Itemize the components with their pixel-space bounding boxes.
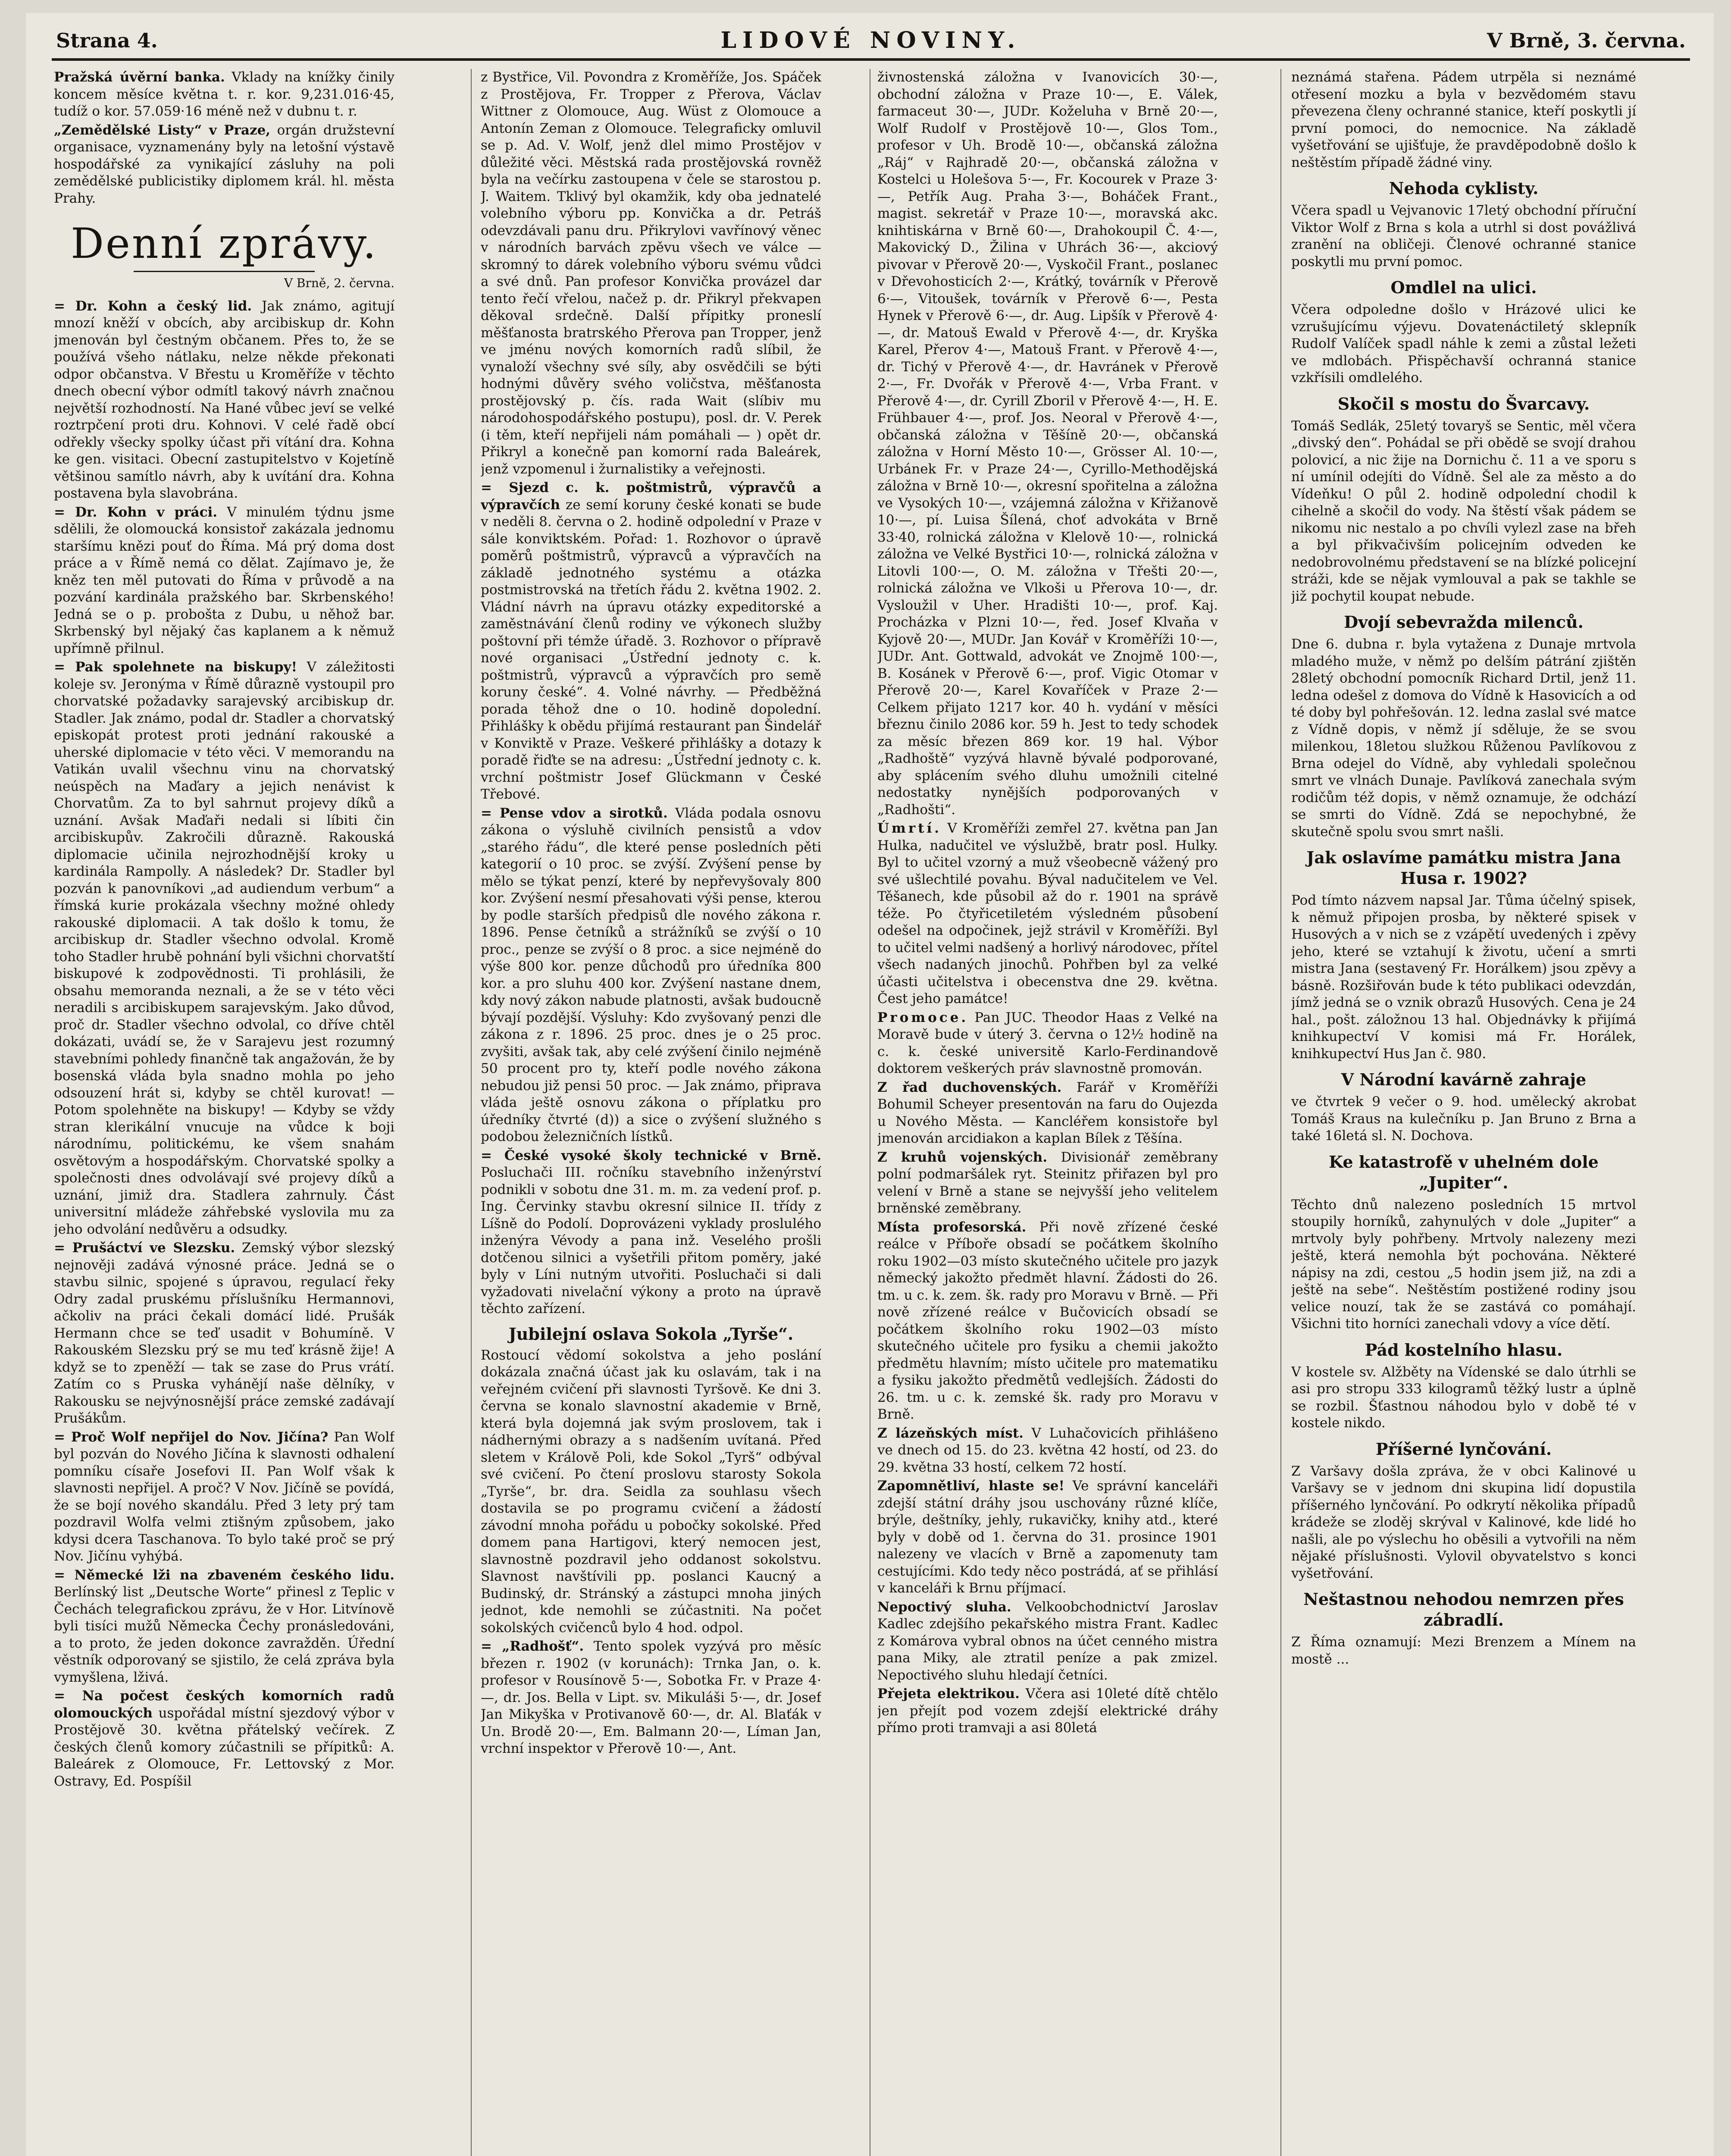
article: Z řad duchovenských. Farář v Kroměříži Bohumil Scheyer presentován na faru do Oujezda u Nového Města. — Kancléřem konsistoře byl jmenován arcidiakon a kaplan Bílek z Těšína. [877,1079,1218,1146]
masthead [52,24,1690,61]
article-heading: Jak oslavíme památku mistra Jana Husa r. 1902? [1306,848,1621,888]
section-title: Denní zprávy. [70,219,378,268]
article: = Pense vdov a sirotků. Vláda podala osnovu zákona o výsluhě civilních pensistů a vdov „starého řádu“, dle které pense posledních pěti kategorií o 10 proc. se zvýší. Zvýšení pense by mělo se týkat penzí, které by nepřevyšovaly 800 kor. Zvýšení nesmí přesahovati výši pense, kterou by podle starších předpisů dle nového zákona r. 1896. Pense četníků a strážníků se zvýší o 10 proc., penze se zvýší o 8 proc. a sice nejméně do výše 800 kor. penze důchodů pro úředníka 800 kor. a pro sluhu 400 kor. Zvýšení nastane dnem, kdy nový zákon nabude platnosti, avšak budoucně bývají pozdější. Výsluhy: Kdo zvyšovaný penzi dle zákona z r. 1896. 25 proc. dnes je o 25 proc. zvyšiti, avšak tak, aby celé zvýšení činilo nejméně 50 procent pro ty, kteří podle nového zákona nebudou již pensi 50 proc. — Jak známo, připrava vláda ještě osnovu zákona o příplatku pro úředníky čtvrté (d)) a sice o zvýšení služného s podobou železničních lístků. [481,805,821,1144]
article: = České vysoké školy technické v Brně. Posluchači III. ročníku stavebního inženýrství podnikli v sobotu dne 31. m. m. za vedení prof. p. Ing. Červinky stavbu okresní silnice II. třídy z Líšně do Podolí. Doprovázeni vyklady proslulého inženýra Vévody a pana inž. Veselého prošli dotčenou silnici a vyšetřili přitom poměry, jaké byly v Líni nutným utvořiti. Posluchači si dali vyžadovati nivelační výkony a proto na úpravě těchto zařízení. [481,1147,821,1316]
article: = Proč Wolf nepřijel do Nov. Jičína? Pan Wolf byl pozván do Nového Jičína k slavnosti odhalení pomníku císaře Josefovi II. Pan Wolf však k slavnosti nepřijel. A proč? V Nov. Jičíně se povídá, že se bojí nového skandálu. Před 3 lety prý tam pozdravil Wolfa velmi ztišným způsobem, jako kdysi dcera Taschanova. To bylo také proč se prý Nov. Jičínu vyhýbá. [54,1429,394,1564]
article: Úmrtí. V Kroměříži zemřel 27. května pan Jan Hulka, nadučitel ve výslužbě, bratr posl. Hulky. Byl to učitel vzorný a muž všeobecně vážený pro své ušlechtilé povahu. Býval nadučitelem ve Vel. Těšanech, kde působil až do r. 1901 na správě téže. Po čtyřicetiletém výsledném působení odešel na odpočinek, jejž strávil v Kroměříži. Byl to učitel velmi nadšený a horlivý národovec, přítel všech nadaných jinochů. Pohřben byl za velké účasti učitelstva i obecenstva dne 29. května. Čest jeho památce! [877,821,1218,1006]
newspaper-title: LIDOVÉ NOVINY. [720,27,1021,53]
column-2 [481,69,821,1759]
article: Z Říma oznamují: Mezi Brenzem a Mínem na mostě ... [1291,1634,1636,1667]
article: Z Varšavy došla zpráva, že v obci Kalinové u Varšavy se v jednom dni skupina lidí dopustila příšerného lynčování. Po odkrytí několika případů krádeže se zloděj skrýval v Kalinové, kde lidé ho našli, ale po výslechu ho oběsili a vytvořili na něm nějaké příslušnosti. Vylovil obyvatelstvo s konci vyšetřování. [1291,1463,1636,1581]
article-heading: Příšerné lynčování. [1375,1439,1552,1459]
issue-date: V Brně, 3. června. [1487,29,1686,52]
article: Zapomnětliví, hlaste se! Ve správní kanceláři zdejší státní dráhy jsou uschovány různé klíče, brýle, deštníky, jehly, rukavičky, knihy atd., které byly v době od 1. června do 31. prosince 1901 nalezeny ve vlacích v Brně a zapomenuty tam cestujícími. Kdo tedy něco postrádá, ať se přihlásí v kanceláři k Brnu příjmací. [877,1478,1218,1596]
article-heading: Jubilejní oslava Sokola „Tyrše“. [508,1324,794,1344]
article: = Na počest českých komorních radů olomouckých uspořádal místní sjezdový výbor v Prostějově 30. května přátelský večírek. Z českých členů komory zúčastnili se přípitků: A. Baleárek z Olomouce, Fr. Lettovský z Mor. Ostravy, Ed. Pospíšil [54,1688,394,1789]
article-heading: Skočil s mostu do Švarcavy. [1337,394,1590,414]
article-heading: Pád kostelního hlasu. [1365,1340,1563,1360]
section-rule [134,271,315,272]
page-number: Strana 4. [56,29,158,52]
column-3 [877,69,1218,1739]
article: Těchto dnů nalezeno posledních 15 mrtvol stoupily horníků, zahynulých v dole „Jupiter“ a mrtvoly byly pohřbeny. Mrtvoly nalezeny mezi ještě, která nemohla být pochována. Některé nápisy na zdi, cestou „5 hodin jsem již, na zdi a ještě na sebe“. Neštěstím postižené rodiny jsou velice nouzí, tak že se zastává co pomáhají. Všichni tito horníci zanechali vdovy a více dětí. [1291,1197,1636,1332]
column-rule [1280,69,1281,2156]
article: = „Radhošť“. Tento spolek vyzývá pro měsíc březen r. 1902 (v korunách): Trnka Jan, o. k. profesor v Rousínově 5·—, Sobotka Fr. v Praze 4·—, dr. Jos. Bella v Lipt. sv. Mikuláši 5·—, dr. Josef Jan Mikyška v Protivanově 60·—, dr. Al. Blaťák v Un. Brodě 20·—, Em. Balmann 20·—, Líman Jan, vrchní inspektor v Přerově 10·—, Ant. [481,1639,821,1756]
article: Včera odpoledne došlo v Hrázové ulici ke vzrušujícímu výjevu. Dovatenáctiletý sklepník Rudolf Valíček spadl náhle k zemi a zůstal ležeti ve mdlobách. Přispěchavší ochranná stanice vzkřísili omdlelého. [1291,302,1636,385]
article: neznámá stařena. Pádem utrpěla si neznámé otřesení mozku a byla v bezvědomém stavu převezena členy ochranné stanice, kteří poskytli jí první pomoci, do nemocnice. Na základě vyšetřování se ujišťuje, že pravděpodobně došlo k neštěstím případě žádné viny. [1291,69,1636,170]
article: Promoce. Pan JUC. Theodor Haas z Velké na Moravě bude v úterý 3. června o 12½ hodině na c. k. české universitě Karlo-Ferdinandově doktorem veškerých práv slavnostně promován. [877,1009,1218,1076]
article: Místa profesorská. Při nově zřízené české reálce v Příboře obsadí se počátkem školního roku 1902—03 místo skutečného učitele pro jazyk německý jakožto předmět hlavní. Žádosti do 26. tm. u c. k. zem. šk. rady pro Moravu v Brně. — Při nově zřízené reálce v Bučovicích obsadí se počátkem školního roku 1902—03 místo skutečného učitele pro fysiku a chemii jakožto předmětu hlavním; místo učitele pro matematiku a fysiku jakožto předmětů vedlejších. Žádosti do 26. tm. u c. k. zemské šk. rady pro Moravu v Brně. [877,1219,1218,1422]
article: „Zemědělské Listy“ v Praze, orgán družstevní organisace, vyznamenány byly na letošní výstavě hospodářské za vynikající zásluhy na poli zemědělské publicistiky diplomem král. hl. města Prahy. [54,122,394,206]
article: V kostele sv. Alžběty na Vídenské se dalo útrhli se asi pro stropu 333 kilogramů těžký lustr a úplně se rozbil. Šťastnou náhodou bylo v době té v kostele nikdo. [1291,1364,1636,1431]
article: = Sjezd c. k. poštmistrů, výpravčů a výpravčích ze semí koruny české konati se bude v neděli 8. června o 2. hodině odpolední v Praze v sále konviktském. Pořad: 1. Rozhovor o úpravě poměrů poštmistrů, výpravců a výpravčích na základě jednotného systému a otázka postmistrovská na třetích řádu 2. května 1902. 2. Vládní návrh na úpravu otázky expeditorské a zaměstnávání členů rodiny ve výkonech služby poštovní při témže úřadě. 3. Rozhovor o přípravě nové organisaci „Ústřední jednoty c. k. poštmistrů, výpravců a výpravčích pro semě koruny české“. 4. Volné návrhy. — Předběžná porada těhož dne o 10. hodině dopolední. Přihlášky k obědu přijímá restaurant pan Šindelář v Konviktě v Praze. Veškeré přihlášky a dotazy k poradě řiďte se na adresu: „Ústřední jednoty c. k. vrchní poštmistr Josef Glückmann v České Třebové. [481,480,821,802]
article: Pražská úvěrní banka. Vklady na knížky činily koncem měsíce května t. r. kor. 9,231.016·45, tudíž o kor. 57.059·16 méně než v dubnu t. r. [54,69,394,119]
newspaper-page [26,13,1714,2156]
article: = Pak spolehnete na biskupy! V záležitosti koleje sv. Jeronýma v Římě důrazně vystoupil pro chorvatské požadavky sarajevský arcibiskup dr. Stadler. Jak známo, podal dr. Stadler a chorvatský episkopát protest proti jednání rakouské a uherské diplomacie v této věci. V memorandu na Vatikán uvalil všechnu vinu na chorvatský neúspěch na Maďary a jejich nenávist k Chorvatům. Za to byl sahrnut projevy díků a uznání. Avšak Maďaři nedali si líbiti čin arcibiskupův. Zakročili důrazně. Rakouská diplomacie učinila nejrozhodnější kroky u kardinála Rampolly. A následek? Dr. Stadler byl pozván k panovníkovi „ad audiendum verbum“ a římská kurie prokázala všechny možné ohledy rakouské diplomacii. A tak došlo k tomu, že arcibiskup dr. Stadler všechno odvolal. Kromě toho Stadler hrubě pohnání byli všichni chorvatští biskupové k zodpovědnosti. Ti prohlásili, že obsahu memoranda neznali, a že se v této věci neradili s arcibiskupem sarajevským. Jako důvod, proč dr. Stadler všechno odvolal, co dříve chtěl dokázati, uvádí se, že v Sarajevu jest rozumný stavebními pohledy finančně tak angažován, že by bosenská vláda byla snadno mohla po jeho odsouzení hrát si, kdyby se chtěl kurovat! — Potom spolehněte na biskupy! — Kdyby se vždy stran klerikální vnucuje na vůdce k boji národnímu, politickému, ke všem snahám osvětovým a hospodářským. Chorvatské spolky a společnosti dnes odvolávají své projevy díků a uznání, jimiž dra. Stadlera zahrnuly. Část universitní mládeže záhřebské vyslovila mu za jeho odvolání nedůvěru a odsudky. [54,659,394,1237]
article: živnostenská záložna v Ivanovicích 30·—, obchodní záložna v Praze 10·—, E. Válek, farmaceut 30·—, JUDr. Koželuha v Brně 20·—, Wolf Rudolf v Prostějově 10·—, Glos Tom., profesor v Uh. Brodě 10·—, občanská záložna „Ráj“ v Rajhradě 20·—, občanská záložna v Kostelci u Holešova 5·—, Fr. Kocourek v Praze 3·—, Petřík Aug. Praha 3·—, Boháček Frant., magist. sekretář v Praze 10·—, moravská akc. knihtiskárna v Brně 60·—, Drahokoupil Č. 4·—, Makovický D., Žilina v Uhrách 36·—, akciový pivovar v Přerově 20·—, Vyskočil Frant., poslanec v Dřevohosticích 2·—, Krátký, továrník v Přerově 6·—, Vitoušek, továrník v Přerově 6·—, Pesta Hynek v Přerově 6·—, dr. Aug. Lipšík v Přerově 4·—, dr. Matouš Ewald v Přerově 4·—, dr. Kryška Karel, Přerov 4·—, Matouš Frant. v Přerově 4·—, dr. Tichý v Přerově 4·—, dr. Havránek v Přerově 2·—, Fr. Dvořák v Přerově 4·—, Vrba Frant. v Přerově 4·—, dr. Cyrill Zboril v Přerově 4·—, H. E. Frühbauer 4·—, prof. Jos. Neoral v Přerově 4·—, občanská záložna v Těšíně 20·—, občanská záložna v Horní Město 10·—, Grösser Al. 10·—, Urbánek Fr. v Praze 24·—, Cyrillo-Methodějská záložna v Brně 10·—, okresní spořitelna a záložna ve Vysokých 10·—, vzájemná záložna v Křižanově 10·—, pí. Luisa Šílená, choť advokáta v Brně 33·40, rolnická záložna v Klelově 10·—, rolnická záložna ve Velké Bystřici 10·—, rolnická záložna v Litovli 100·—, O. M. záložna v Třešti 20·—, rolnická záložna ve Vlkoši u Přerova 10·—, dr. Vysloužil v Uher. Hradišti 10·—, prof. Kaj. Procházka v Plzni 10·—, řed. Josef Klvaňa v Kyjově 20·—, MUDr. Jan Kovář v Kroměříži 10·—, JUDr. Ant. Gottwald, advokát ve Znojmě 100·—, B. Kosánek v Přerově 6·—, prof. Vigic Otomar v Přerově 20·—, Karel Kovaříček v Praze 2·— Celkem přijato 1217 kor. 40 h. vydání v měsíci březnu činilo 2086 kor. 59 h. Jest to tedy schodek za měsíc březen 869 kor. 19 hal. Výbor „Radhoště“ vyzývá hlavně bývalé podporované, aby splácením svého dluhu umožnili citelné nedostatky nynějších podporovaných v „Radhošti“. [877,69,1218,818]
article: Nepoctivý sluha. Velkoobchodnictví Jaroslav Kadlec zdejšího pekařského mistra Frant. Kadlec z Komárova vybral obnos na účet cenného mistra pana Miky, ale ztratil peníze a pak zmizel. Nepoctivého sluhu hledají četníci. [877,1599,1218,1683]
article-heading: V Národní kavárně zahraje [1341,1070,1587,1089]
article: = Dr. Kohn a český lid. Jak známo, agitují mnozí kněží v obcích, aby arcibiskup dr. Kohn jmenován byl čestným občanem. Přes to, že se používá všeho nátlaku, nelze někde překonati odpor občanstva. V Břestu u Kroměříže v těchto dnech obecní výbor odmítl takový návrh značnou největší rozhodností. Na Hané vůbec jeví se velké roztrpčení proti dru. Kohnovi. V celé řadě obcí odřekly všecky spolky účast při vítání dra. Kohna ke gen. visitaci. Obecní zastupitelstvo v Kojetíně většinou samítlo návrh, aby k uvítání dra. Kohna postavena byla slavobrána. [54,298,394,501]
article-heading: Omdlel na ulici. [1390,278,1537,297]
article: Rostoucí vědomí sokolstva a jeho poslání dokázala značná účast jak ku oslavám, tak i na veřejném cvičení při slavnosti Tyršově. Ke dni 3. června se konalo slavnostní akademie v Brně, která byla dojemná jak svým proslovem, tak i nádhernými obrazy a s nadšením uvítaná. Před sletem v Králově Poli, kde Sokol „Tyrš“ odbýval své cvičení. Po čtení proslovu starosty Sokola „Tyrše“, br. dra. Seidla za souhlasu všech dostavila se po programu cvičení a žádostí závodní mnoha pořádu u pobočky sokolské. Před domem pana Hartigovi, který nemocen jest, slavnostně pozdravil jeho oddanost sokolstvu. Slavnost navštívili pp. poslanci Kaucný a Budinský, dr. Stránský a zástupci mnoha jiných jednot, kde nemohli se zúčastniti. Na počet sokolských cvičenců bylo 4 hod. odpol. [481,1347,821,1636]
column-rule [471,69,472,2156]
column-1 [54,69,394,1792]
article: z Bystřice, Vil. Povondra z Kroměříže, Jos. Spáček z Prostějova, Fr. Tropper z Přerova, Václav Wittner z Olomouce, Aug. Wüst z Olomouce a Antonín Zeman z Olomouce. Telegraficky omluvil se p. Ad. V. Wolf, jenž dlel mimo Prostějov v důležité věci. Městská rada prostějovská rovněž byla na večírku zastoupena v čele se starostou p. J. Waitem. Tklivý byl okamžik, kdy oba jednatelé volebního výboru pp. Konvička a dr. Petráš odevzdávali panu dru. Přikrylovi vavřínový věnec v národních barvách zpěvu všech ve válce — skromný to dárek volebního výboru svému vůdci a své dnů. Pan profesor Konvička provázel dar tento řečí vřelou, načež p. dr. Přikryl překvapen děkoval srdečně. Další přípitky proneslí měšťanosta bratrského Přerova pan Tropper, jenž ve jménu nových komorních radů slíbil, že vynaloží všechny své síly, aby osvědčili se býti hodnými důvěry svého voličstva, měšťanosta prostějovský p. čís. rada Wait (slíbiv mu národohospodářského postupu), posl. dr. V. Perek (i těm, kteří nepřijeli nám pomáhali — ) opět dr. Přikryl a konečně pan komorní rada Baleárek, jenž vzpomenul i žurnalistiky a veřejnosti. [481,69,821,477]
article: Tomáš Sedlák, 25letý tovaryš se Sentic, měl včera „divský den“. Pohádal se při obědě se svojí drahou polovicí, a nic žije na Dornichu č. 11 a ve sporu s ní umínil odejíti do Vídně. Šel ale za město a do Vídeňku! O půl 2. hodině odpolední chodil k cihelně a skočil do vody. Na štěstí však pádem se nikomu nic nestalo a po chvíli vylezl zase na břeh a byl přikvačivším policejním odveden ke nedobrovolnému představení se na blízké policejní stráži, kde se nějak vymlouval a pak se takhle se již pochytil koupat nebude. [1291,418,1636,604]
article: Včera spadl u Vejvanovic 17letý obchodní příruční Viktor Wolf z Brna s kola a utrhl si dost povážlivá zranění na obličeji. Členové ochranné stanice poskytli mu první pomoc. [1291,203,1636,270]
dateline: V Brně, 2. června. [284,276,394,290]
article: Z lázeňských míst. V Luhačovicích přihlášeno ve dnech od 15. do 23. května 42 hostí, od 23. do 29. května 33 hostí, celkem 72 hostí. [877,1425,1218,1475]
article: Z kruhů vojenských. Divisionář zeměbrany polní podmaršálek ryt. Steinitz přiřazen byl pro velení v Brně a stane se nejvyšší jeho velitelem brněnské zeměbrany. [877,1149,1218,1216]
article: = Prušáctví ve Slezsku. Zemský výbor slezský nejnověji zadává výnosné práce. Jedná se o stavbu silnic, spojené s úpravou, regulací řeky Odry zadal pruskému příslušníku Hermannovi, ačkoliv na práci čekali domácí lidé. Prušák Hermann chce se teď usadit v Bohumíně. V Rakouském Slezsku prý se mu teď krásně žije! A když se to zpeněží — tak se zase do Prus vrátí. Zatím co s Pruska vyhánějí naše dělníky, v Rakousku se nejvýnosnější práce zemské zadávají Prušákům. [54,1240,394,1426]
article-heading: Nehoda cyklisty. [1389,179,1539,198]
article-heading: Dvojí sebevražda milenců. [1344,612,1584,632]
article-heading: Neštastnou nehodou nemrzen přes zábradlí. [1303,1589,1624,1630]
column-4 [1291,69,1636,1670]
article: Pod tímto názvem napsal Jar. Tůma účelný spisek, k němuž připojen prosba, by některé spisek v Husových a v nich se z vzápětí uvedených i zpěvy jeho, které se vztahují k životu, učení a smrti mistra Jana (sestavený Fr. Horálkem) jsou zpěvy a básně. Rozšiřován bude k této publikaci odevzdán, jímž jedná se o vznik obrazů Husových. Cena je 24 hal., pošt. záložnou 13 hal. Objednávky k přijímá knihkupectví V komisi má Fr. Horálek, knihkupectví Hus Jan č. 980. [1291,893,1636,1062]
article: Dne 6. dubna r. byla vytažena z Dunaje mrtvola mladého muže, v němž po delším pátrání zjištěn 28letý obchodní pomocník Richard Drtil, jenž 11. ledna odešel z domova do Vídně k Hasovicích a od té doby byl pohřešován. 12. ledna zaslal své matce z Vídně dopis, v němž jí sděluje, že se svou milenkou, 18letou služkou Růženou Pavlíkovou z Brna odejel do Vídně, aby vyhledali společnou smrt ve vlnách Dunaje. Pavlíková zanechala svým rodičům též dopis, v němž oznamuje, že odchází se smrti do Vídně. Zdá se nepochybné, že skutečně spolu svou smrt našli. [1291,636,1636,840]
article-heading: Ke katastrofě v uhelném dole „Jupiter“. [1329,1152,1599,1192]
article: = Německé lži na zbaveném českého lidu. Berlínský list „Deutsche Worte“ přinesl z Teplic v Čechách telegrafickou zprávu, že v Hor. Litvínově byli tisíci mužů Německa Čechy pronásledováni, a to proto, že jeden dokonce zavražděn. Úřední věstník odporovaný se sjistilo, že celá zpráva byla vymyšlena, lživá. [54,1567,394,1685]
article: = Dr. Kohn v práci. V minulém týdnu jsme sdělili, že olomoucká konsistoř zakázala jednomu staršímu knězi pouť do Říma. Má prý doma dost práce a v Římě nemá co dělat. Zajímavo je, že kněz ten měl putovati do Říma v průvodě a na pozvání kardinála pražského bar. Skrbenského! Jedná se o p. probošta z Dubu, u něhož bar. Skrbenský byl nějaký čas kaplanem a k němuž upřímně přilnul. [54,504,394,656]
article: Přejeta elektrikou. Včera asi 10leté dítě chtělo jen přejít pod vozem zdejší elektrické dráhy přímo proti tramvaji a asi 80letá [877,1686,1218,1736]
article: ve čtvrtek 9 večer o 9. hod. umělecký akrobat Tomáš Kraus na kulečníku p. Jan Bruno z Brna a také 16letá sl. N. Dochova. [1291,1094,1636,1144]
